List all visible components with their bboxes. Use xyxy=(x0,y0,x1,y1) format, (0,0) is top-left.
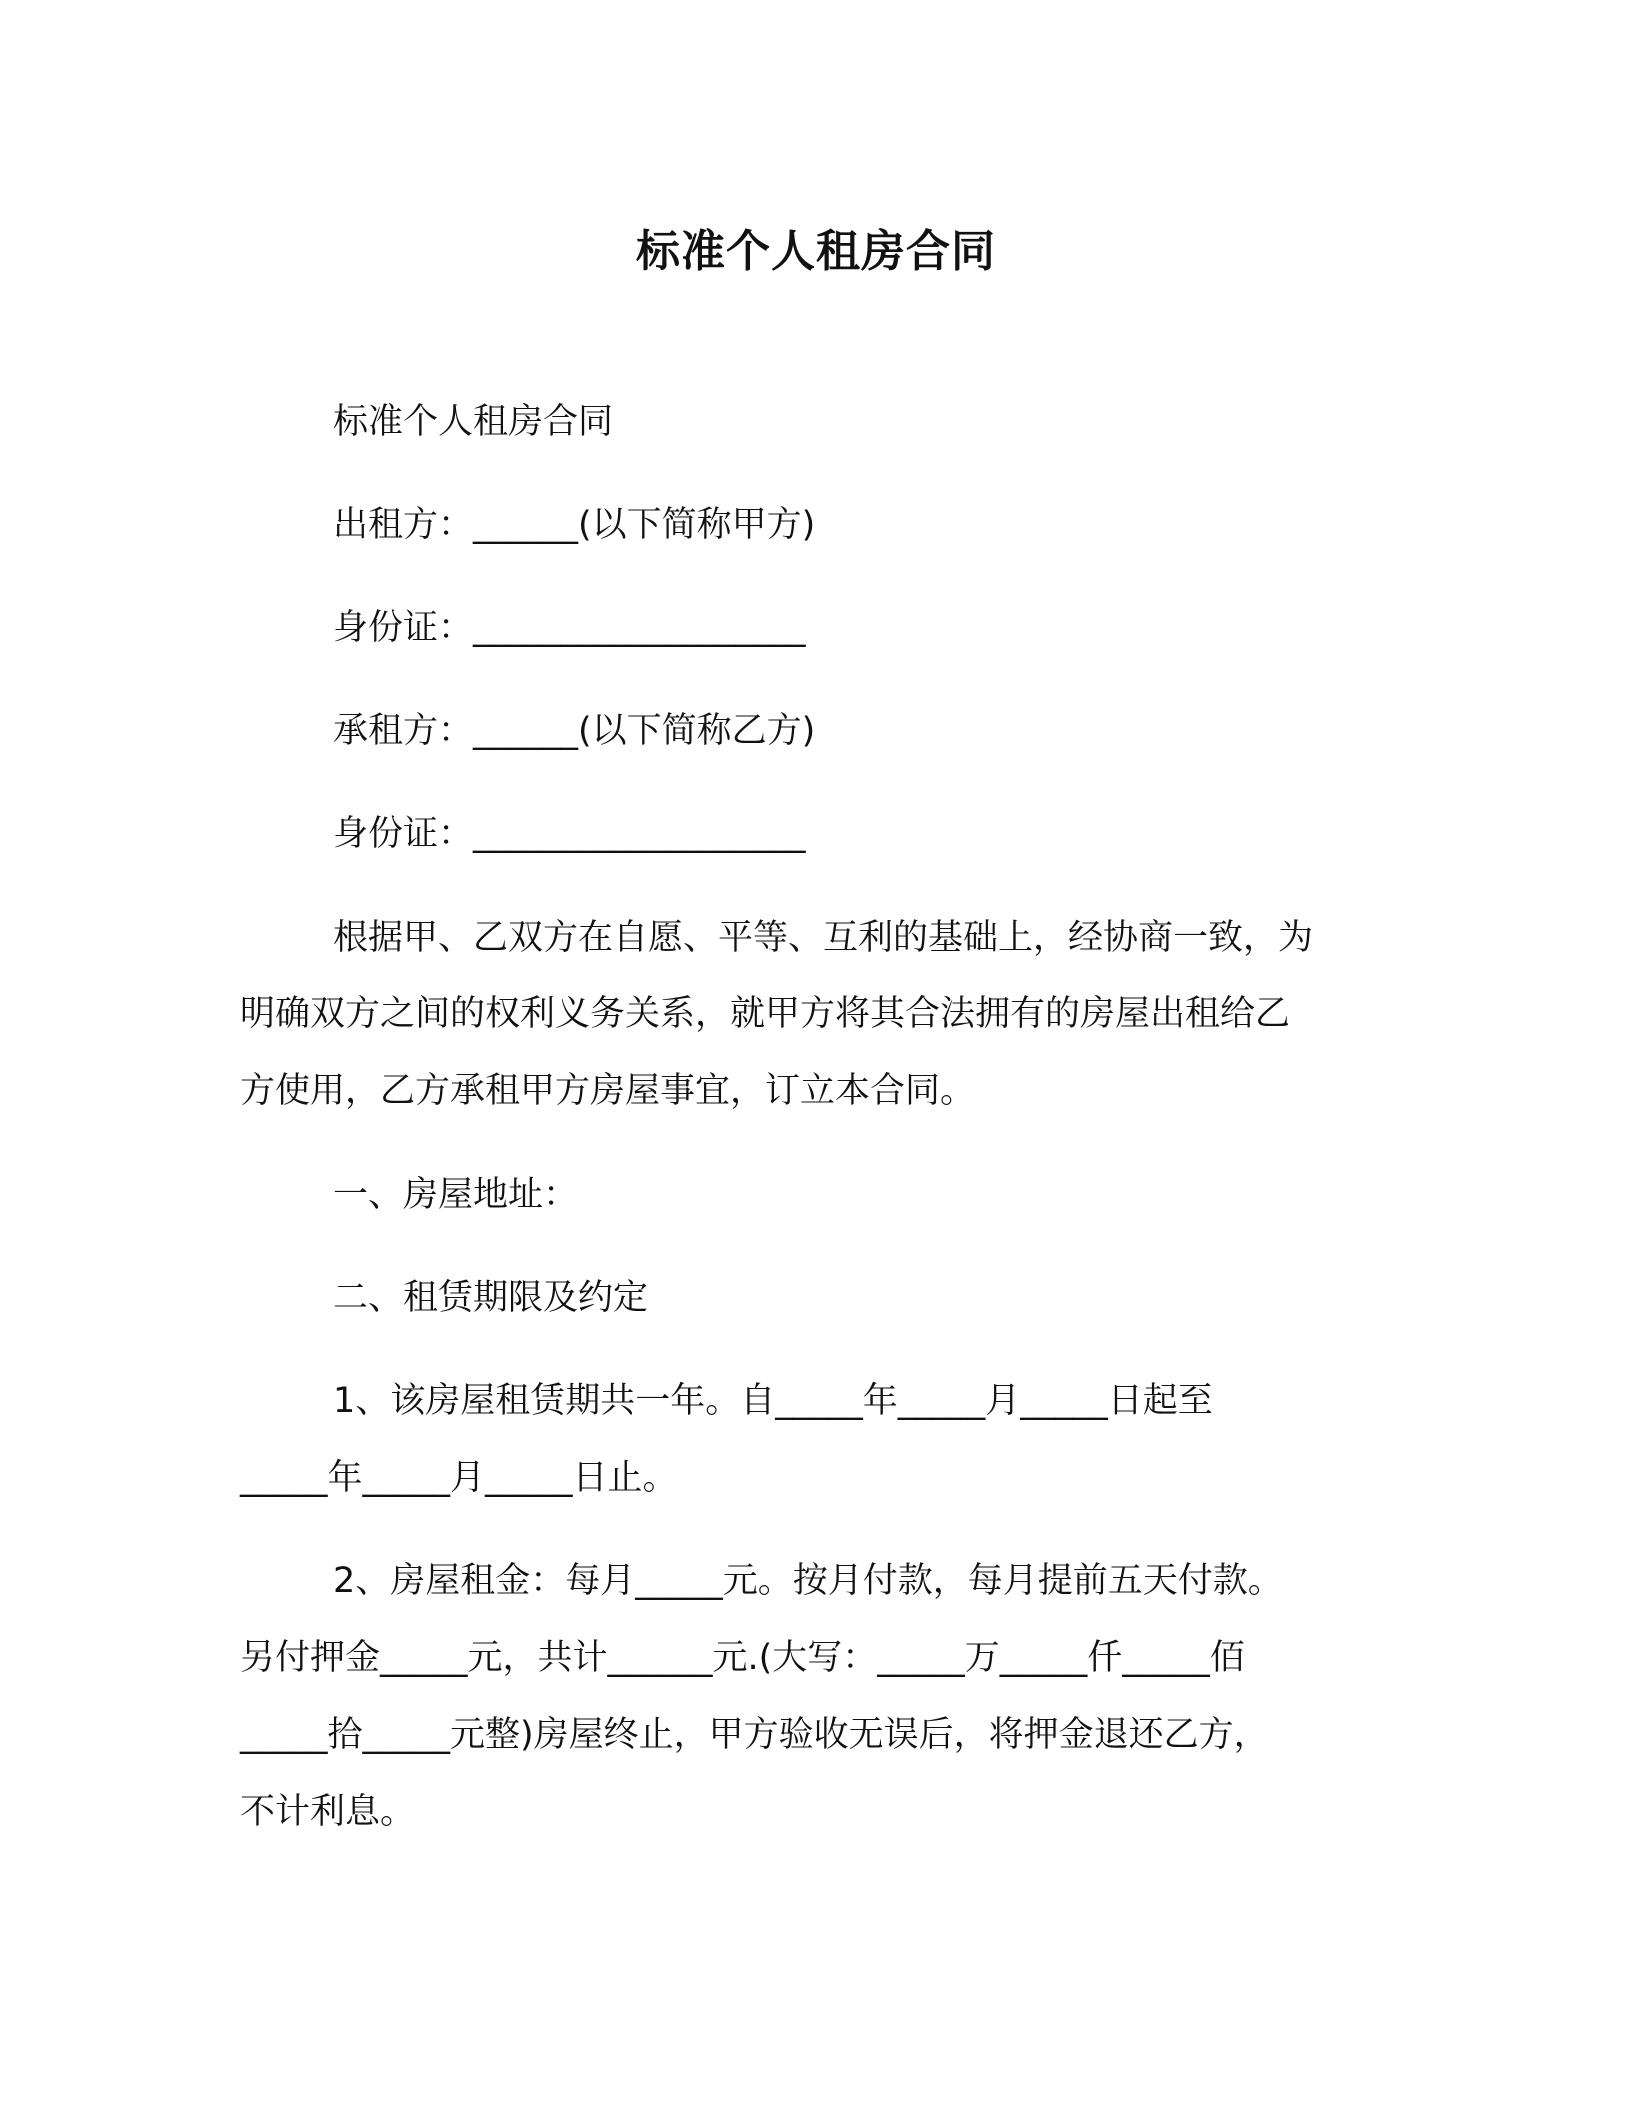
lessee-line: 承租方：______(以下简称乙方) xyxy=(333,711,816,751)
preamble-line-2: 明确双方之间的权利义务关系，就甲方将其合法拥有的房屋出租给乙 xyxy=(240,994,1291,1034)
clause-2-line-4: 不计利息。 xyxy=(240,1792,416,1832)
preamble-line-1: 根据甲、乙双方在自愿、平等、互利的基础上，经协商一致，为 xyxy=(333,918,1314,958)
lessor-id-line: 身份证：___________________ xyxy=(333,608,806,648)
clause-2-line-3: _____拾_____元整)房屋终止，甲方验收无误后，将押金退还乙方， xyxy=(240,1715,1269,1755)
lessee-id-line: 身份证：___________________ xyxy=(333,814,806,854)
clause-1-line-1: 1、该房屋租赁期共一年。自_____年_____月_____日起至 xyxy=(333,1381,1213,1421)
clause-2-line-1: 2、房屋租金：每月_____元。按月付款，每月提前五天付款。 xyxy=(333,1561,1283,1601)
document-title: 标准个人租房合同 xyxy=(636,226,996,277)
section-1-address: 一、房屋地址： xyxy=(333,1175,579,1215)
preamble-line-3: 方使用，乙方承租甲方房屋事宜，订立本合同。 xyxy=(240,1071,976,1111)
section-2-lease-term: 二、租赁期限及约定 xyxy=(333,1278,649,1318)
clause-2-line-2: 另付押金_____元，共计______元.(大写：_____万_____仟_____佰 xyxy=(240,1638,1245,1678)
clause-1-line-2: _____年_____月_____日止。 xyxy=(240,1458,678,1498)
lessor-line: 出租方：______(以下简称甲方) xyxy=(333,505,816,545)
contract-heading: 标准个人租房合同 xyxy=(333,402,614,442)
